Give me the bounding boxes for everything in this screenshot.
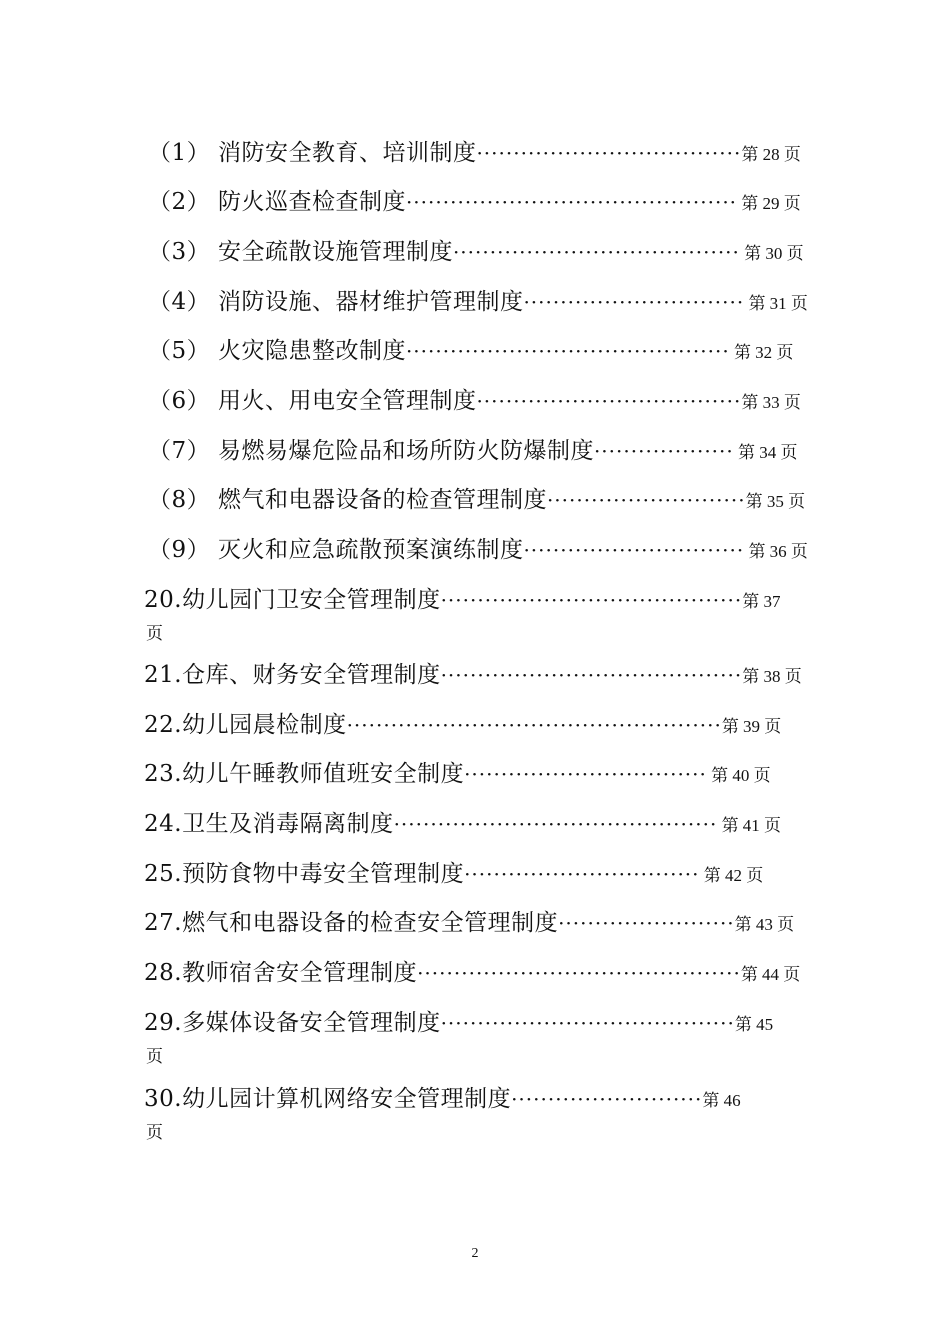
toc-entry-title: 23.幼儿午睡教师值班安全制度 [144, 761, 465, 787]
toc-dot-leader: ···································· [476, 141, 742, 165]
toc-entry[interactable] [144, 954, 800, 987]
toc-page-ref: 第 31 页 [744, 294, 808, 313]
toc-dot-leader: ························ [558, 911, 735, 935]
toc-entry[interactable] [144, 656, 802, 689]
toc-page-ref: 第 42 页 [699, 866, 764, 885]
toc-entry[interactable] [144, 855, 763, 888]
toc-entry-title: （6） 用火、用电安全管理制度 [148, 388, 477, 414]
toc-dot-leader: ············································ [405, 339, 730, 363]
toc-dot-leader: ··················· [593, 439, 734, 463]
toc-entry-title: （7） 易燃易爆危险品和场所防火防爆制度 [148, 438, 594, 464]
toc-dot-leader: ······································· [452, 240, 740, 264]
toc-entry-title: 29.多媒体设备安全管理制度 [144, 1010, 441, 1036]
toc-page-ref-continuation: 页 [146, 1123, 163, 1142]
toc-entry[interactable] [148, 134, 801, 167]
toc-page-ref-continuation: 页 [146, 624, 163, 643]
toc-page-ref: 第 36 页 [744, 542, 808, 561]
toc-entry[interactable] [148, 531, 808, 564]
toc-entry-title: 21.仓库、财务安全管理制度 [144, 662, 441, 688]
toc-entry[interactable] [148, 432, 798, 465]
toc-page-ref: 第 38 页 [742, 667, 802, 686]
toc-dot-leader: ········································ [440, 1011, 735, 1035]
toc-entry-title: （3） 安全疏散设施管理制度 [148, 239, 453, 265]
toc-dot-leader: ································ [464, 862, 700, 886]
toc-page-ref: 第 43 页 [734, 915, 795, 934]
toc-entry[interactable] [144, 805, 781, 838]
toc-page-ref: 第 32 页 [729, 343, 794, 362]
toc-entry-title: （8） 燃气和电器设备的检查管理制度 [148, 487, 547, 513]
toc-entry-title: 24.卫生及消毒隔离制度 [144, 811, 394, 837]
toc-page-ref: 第 30 页 [739, 244, 804, 263]
toc-page-ref: 第 28 页 [741, 145, 801, 164]
toc-dot-leader: ··················································· [346, 713, 722, 737]
toc-dot-leader: ··························· [546, 488, 746, 512]
toc-page-ref: 第 45 [734, 1015, 774, 1034]
toc-entry[interactable] [144, 904, 794, 937]
toc-entry-title: （2） 防火巡查检查制度 [148, 189, 406, 215]
toc-dot-leader: ············································· [405, 190, 738, 214]
toc-dot-leader: ············································ [393, 812, 718, 836]
toc-entry-title: 30.幼儿园计算机网络安全管理制度 [144, 1086, 512, 1112]
toc-entry-title: 28.教师宿舍安全管理制度 [144, 960, 418, 986]
toc-dot-leader: ·························· [511, 1087, 703, 1111]
toc-entry-title: （1） 消防安全教育、培训制度 [148, 140, 477, 166]
toc-entry[interactable] [144, 706, 781, 739]
toc-dot-leader: ···································· [476, 389, 742, 413]
toc-page-ref: 第 34 页 [733, 443, 798, 462]
toc-dot-leader: ········································· [440, 588, 743, 612]
toc-dot-leader: ········································· [440, 663, 743, 687]
toc-entry[interactable] [148, 481, 805, 514]
toc-entry[interactable] [144, 755, 771, 788]
toc-entry[interactable] [144, 581, 780, 614]
toc-page-ref: 第 29 页 [737, 194, 801, 213]
toc-entry-title: （5） 火灾隐患整改制度 [148, 338, 406, 364]
toc-entry[interactable] [148, 283, 808, 316]
page-number: 2 [471, 1246, 479, 1261]
toc-entry[interactable] [144, 1004, 773, 1037]
toc-page-ref: 第 39 页 [721, 717, 782, 736]
toc-page-ref: 第 46 [702, 1091, 741, 1110]
toc-entry[interactable] [144, 1080, 741, 1113]
toc-page-ref-continuation: 页 [146, 1047, 163, 1066]
toc-page-ref: 第 44 页 [740, 965, 801, 984]
toc-entry[interactable] [148, 233, 804, 266]
toc-page-ref: 第 41 页 [717, 816, 782, 835]
toc-page-ref: 第 40 页 [706, 766, 771, 785]
toc-entry-title: 25.预防食物中毒安全管理制度 [144, 861, 465, 887]
toc-entry[interactable] [148, 183, 801, 216]
toc-entry-title: 27.燃气和电器设备的检查安全管理制度 [144, 910, 559, 936]
toc-dot-leader: ············································ [417, 961, 741, 985]
toc-entry-title: （4） 消防设施、器材维护管理制度 [148, 289, 524, 315]
toc-entry[interactable] [148, 332, 793, 365]
toc-dot-leader: ································· [464, 762, 707, 786]
toc-dot-leader: ······························ [523, 538, 745, 562]
toc-page-ref: 第 37 [742, 592, 781, 611]
toc-entry[interactable] [148, 382, 801, 415]
toc-entry-title: 20.幼儿园门卫安全管理制度 [144, 587, 441, 613]
toc-page-ref: 第 35 页 [745, 492, 806, 511]
toc-dot-leader: ······························ [523, 290, 745, 314]
toc-entry-title: 22.幼儿园晨检制度 [144, 712, 347, 738]
toc-entry-title: （9） 灭火和应急疏散预案演练制度 [148, 537, 524, 563]
toc-page-ref: 第 33 页 [741, 393, 801, 412]
